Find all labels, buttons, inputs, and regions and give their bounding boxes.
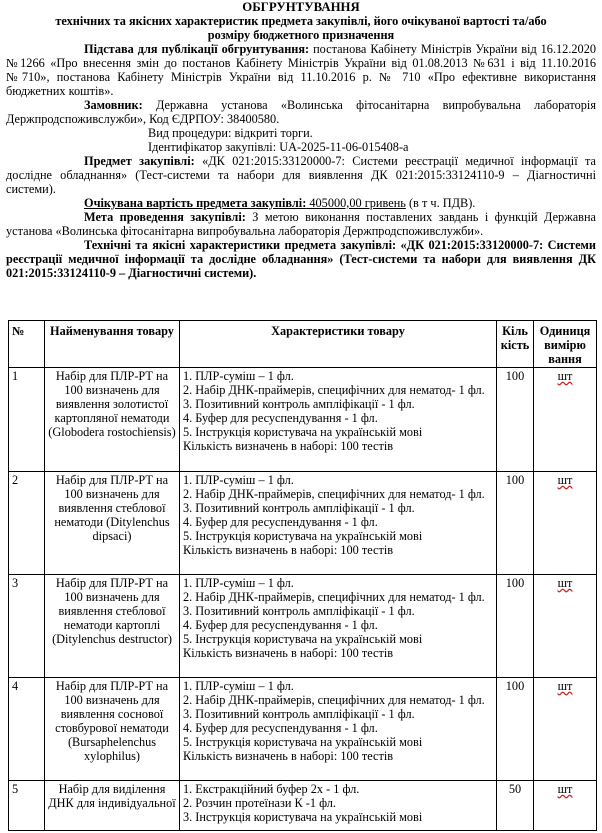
spec-line: 3. Позитивний контроль ампліфікації - 1 фл. [183,707,415,721]
quantity: 100 [497,472,534,575]
quantity: 100 [497,368,534,472]
unit [534,472,597,575]
header-specs: Характеристики товару [180,321,497,368]
row-number: 2 [9,472,45,575]
row-number: 5 [9,781,45,831]
customer-paragraph [6,98,596,126]
customer-label: Замовник: [84,98,143,112]
header-unit: Одиниця вимірю вання [534,321,597,368]
expected-cost-paragraph [6,196,596,210]
product-name: Набір для ПЛР-РТ на 100 визначень для виявлення соснової стовбурової нематоди (Bursaphelenchus xylophilus) [45,678,180,781]
table-row [9,678,597,781]
unit-value: шт [557,679,573,693]
unit [534,575,597,678]
row-number: 3 [9,575,45,678]
spec-line: 2. Набір ДНК-праймерів, специфічних для нематод- 1 фл. [183,487,485,501]
table-header-row [9,321,597,368]
spec-line: 1. Екстракційний буфер 2х - 1 фл. [183,782,360,796]
spec-line: 2. Набір ДНК-праймерів, специфічних для нематод- 1 фл. [183,383,485,397]
spec-line: 3. Позитивний контроль ампліфікації - 1 фл. [183,604,415,618]
unit [534,781,597,831]
document [6,0,596,280]
document-subtitle: технічних та якісних характеристик предмета закупівлі, його очікуваної вартості та/або розміру бюджетного призначення [55,14,547,42]
basis-text: постанова Кабінету Міністрів України від 16.12.2020 №1266 «Про внесення змін до постанов Кабінету Міністрів України від 01.08.2013 №631 і від 11.10.2016 №710», постанова Кабінету Міністрів України від 11.10.2016 р. № 710 «Про ефективне використання бюджетних коштів». [6,42,596,98]
spec-line: Кількість визначень в наборі: 100 тестів [183,646,394,660]
expected-cost-suffix: (в т ч. ПДВ). [405,196,476,210]
expected-cost-label: Очікувана вартість предмета закупівлі: [84,196,307,210]
product-specs [180,678,497,781]
quantity: 50 [497,781,534,831]
spec-line: 5. Інструкція користувача на українській мові [183,529,423,543]
spec-line: 4. Буфер для ресуспендування - 1 фл. [183,721,378,735]
spec-line: 5. Інструкція користувача на українській мові [183,425,423,439]
quantity: 100 [497,575,534,678]
product-specs [180,781,497,831]
table-row [9,472,597,575]
unit [534,368,597,472]
unit-value: шт [557,369,573,383]
product-name: Набір для ПЛР-РТ на 100 визначень для виявлення стеблової нематоди картоплі (Ditylenchus destructor) [45,575,180,678]
specifications-table [8,320,597,831]
unit-value: шт [557,473,573,487]
spec-line: 4. Буфер для ресуспендування - 1 фл. [183,618,378,632]
unit-value: шт [557,782,573,796]
spec-line: 5. Інструкція користувача на українській мові [183,735,423,749]
spec-line: Кількість визначень в наборі: 100 тестів [183,543,394,557]
purpose-paragraph [6,210,596,238]
header-name: Найменування товару [45,321,180,368]
spec-line: Кількість визначень в наборі: 100 тестів [183,749,394,763]
spec-line: 2. Набір ДНК-праймерів, специфічних для нематод- 1 фл. [183,590,485,604]
spec-line: 4. Буфер для ресуспендування - 1 фл. [183,411,378,425]
subject-paragraph [6,154,596,196]
basis-label: Підстава для публікації обгрунтування: [84,42,310,56]
row-number: 4 [9,678,45,781]
subject-text: «ДК 021:2015:33120000-7: Системи реєстрації медичної інформації та дослідне обладнання» (Тест-системи та набори для виявлення ДК 021:2015:33124110-9 – Діагностичні системи). [6,154,596,196]
purpose-text: З метою виконання поставлених завдань і функцій Державна установа «Волинська фітосанітарна випробувальна лабораторія Держпродспоживслужби». [6,210,596,238]
quantity: 100 [497,678,534,781]
table-row [9,575,597,678]
product-specs [180,472,497,575]
table-body [9,368,597,831]
spec-line: 1. ПЛР-суміш – 1 фл. [183,473,294,487]
unit-value: шт [557,576,573,590]
product-name: Набір для виділення ДНК для індивідуальної [45,781,180,831]
spec-line: Кількість визначень в наборі: 100 тестів [183,439,394,453]
spec-line: 2. Розчин протеїнази К -1 фл. [183,796,336,810]
table-row [9,781,597,831]
spec-line: 3. Позитивний контроль ампліфікації - 1 фл. [183,397,415,411]
spec-line: 4. Буфер для ресуспендування - 1 фл. [183,515,378,529]
spec-line: 1. ПЛР-суміш – 1 фл. [183,679,294,693]
basis-paragraph [6,42,596,98]
purpose-label: Мета проведення закупівлі: [84,210,246,224]
product-specs [180,575,497,678]
spec-line: 5. Інструкція користувача на українській мові [183,632,423,646]
product-name: Набір для ПЛР-РТ на 100 визначень для виявлення стеблової нематоди (Ditylenchus dipsaci) [45,472,180,575]
product-specs [180,368,497,472]
expected-cost-value: 405000,00 гривень [306,196,406,210]
procedure-type: Вид процедури: відкриті торги. [148,126,313,140]
spec-line: 2. Набір ДНК-праймерів, специфічних для нематод- 1 фл. [183,693,485,707]
table-row [9,368,597,472]
spec-line: 3. Позитивний контроль ампліфікації - 1 фл. [183,501,415,515]
document-title: ОБГРУНТУВАННЯ [242,0,360,14]
procurement-id: Ідентифікатор закупівлі: UA-2025-11-06-015408-a [148,140,409,154]
customer-text: Державна установа «Волинська фітосанітарна випробувальна лабораторія Держпродспоживслужби», Код ЄДРПОУ: 38400580. [6,98,596,126]
spec-line: 3. Інструкція користувача на українській мові [183,810,423,824]
row-number: 1 [9,368,45,472]
subject-label: Предмет закупівлі: [84,154,195,168]
spec-line: 1. ПЛР-суміш – 1 фл. [183,369,294,383]
header-qty: Кіль кість [497,321,534,368]
tech-heading: Технічні та якісні характеристики предмета закупівлі: «ДК 021:2015:33120000-7: Системи реєстрації медичної інформації та дослідне обладнання» (Тест-системи та набори для виявлення ДК 021:2015:33124110-9 – Діагностичні системи). [6,238,596,280]
product-name: Набір для ПЛР-РТ на 100 визначень для виявлення золотистої картопляної нематоди (Globodera rostochiensis) [45,368,180,472]
spec-line: 1. ПЛР-суміш – 1 фл. [183,576,294,590]
header-num: № [9,321,45,368]
unit [534,678,597,781]
